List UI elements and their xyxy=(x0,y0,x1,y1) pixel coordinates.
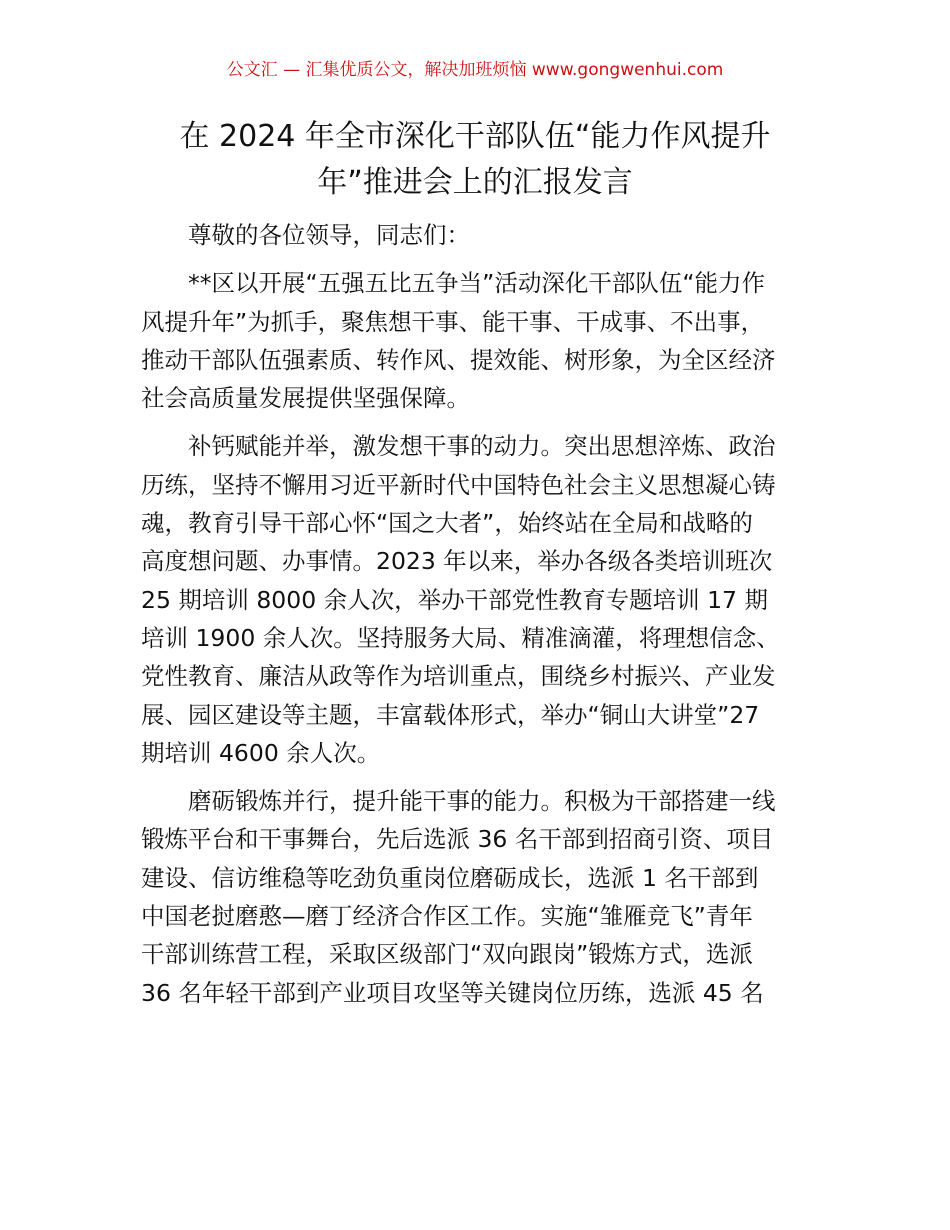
paragraph-line: **区以开展“五强五比五争当”活动深化干部队伍“能力作 xyxy=(188,269,766,298)
paragraph-line: 25 期培训 8000 余人次，举办干部党性教育专题培训 17 期 xyxy=(141,585,768,614)
paragraph-line: 推动干部队伍强素质、转作风、提效能、树形象，为全区经济 xyxy=(141,345,776,374)
paragraph-line: 36 名年轻干部到产业项目攻坚等关键岗位历练，选派 45 名 xyxy=(141,978,764,1007)
paragraph-line: 魂，教育引导干部心怀“国之大者”，始终站在全局和战略的 xyxy=(141,509,753,538)
paragraph-line: 社会高质量发展提供坚强保障。 xyxy=(141,384,470,413)
paragraph-training xyxy=(141,427,813,772)
paragraph-line: 磨砺锻炼并行，提升能干事的能力。积极为干部搭建一线 xyxy=(188,787,776,816)
paragraph-line: 展、园区建设等主题，丰富载体形式，举办“铜山大讲堂”27 xyxy=(141,700,760,729)
title-line: 年”推进会上的汇报发言 xyxy=(317,165,633,200)
document-body xyxy=(141,216,813,1012)
paragraph-line: 高度想问题、办事情。2023 年以来，举办各级各类培训班次 xyxy=(141,547,773,576)
paragraph-line: 建设、信访维稳等吃劲负重岗位磨砺成长，选派 1 名干部到 xyxy=(141,863,759,892)
site-watermark-header: 公文汇 — 汇集优质公文，解决加班烦恼 www.gongwenhui.com xyxy=(226,60,724,80)
paragraph-line: 干部训练营工程，采取区级部门“双向跟岗”锻炼方式，选派 xyxy=(141,940,753,969)
paragraph-line: 培训 1900 余人次。坚持服务大局、精准滴灌，将理想信念、 xyxy=(141,623,780,652)
document-title xyxy=(100,114,850,206)
paragraph-line: 历练，坚持不懈用习近平新时代中国特色社会主义思想凝心铸 xyxy=(141,470,776,499)
salutation xyxy=(141,216,813,254)
paragraph-line: 锻炼平台和干事舞台，先后选派 36 名干部到招商引资、项目 xyxy=(141,825,774,854)
paragraph-line: 补钙赋能并举，激发想干事的动力。突出思想淬炼、政治 xyxy=(188,432,776,461)
paragraph-line: 党性教育、廉洁从政等作为培训重点，围绕乡村振兴、产业发 xyxy=(141,662,776,691)
paragraph-intro xyxy=(141,264,813,417)
paragraph-tempering xyxy=(141,782,813,1012)
paragraph-line: 中国老挝磨憨—磨丁经济合作区工作。实施“雏雁竞飞”青年 xyxy=(141,902,753,931)
salutation-text: 尊敬的各位领导，同志们： xyxy=(188,221,470,249)
paragraph-line: 期培训 4600 余人次。 xyxy=(141,738,381,767)
paragraph-line: 风提升年”为抓手，聚焦想干事、能干事、干成事、不出事， xyxy=(141,307,765,336)
title-line: 在 2024 年全市深化干部队伍“能力作风提升 xyxy=(179,119,771,154)
